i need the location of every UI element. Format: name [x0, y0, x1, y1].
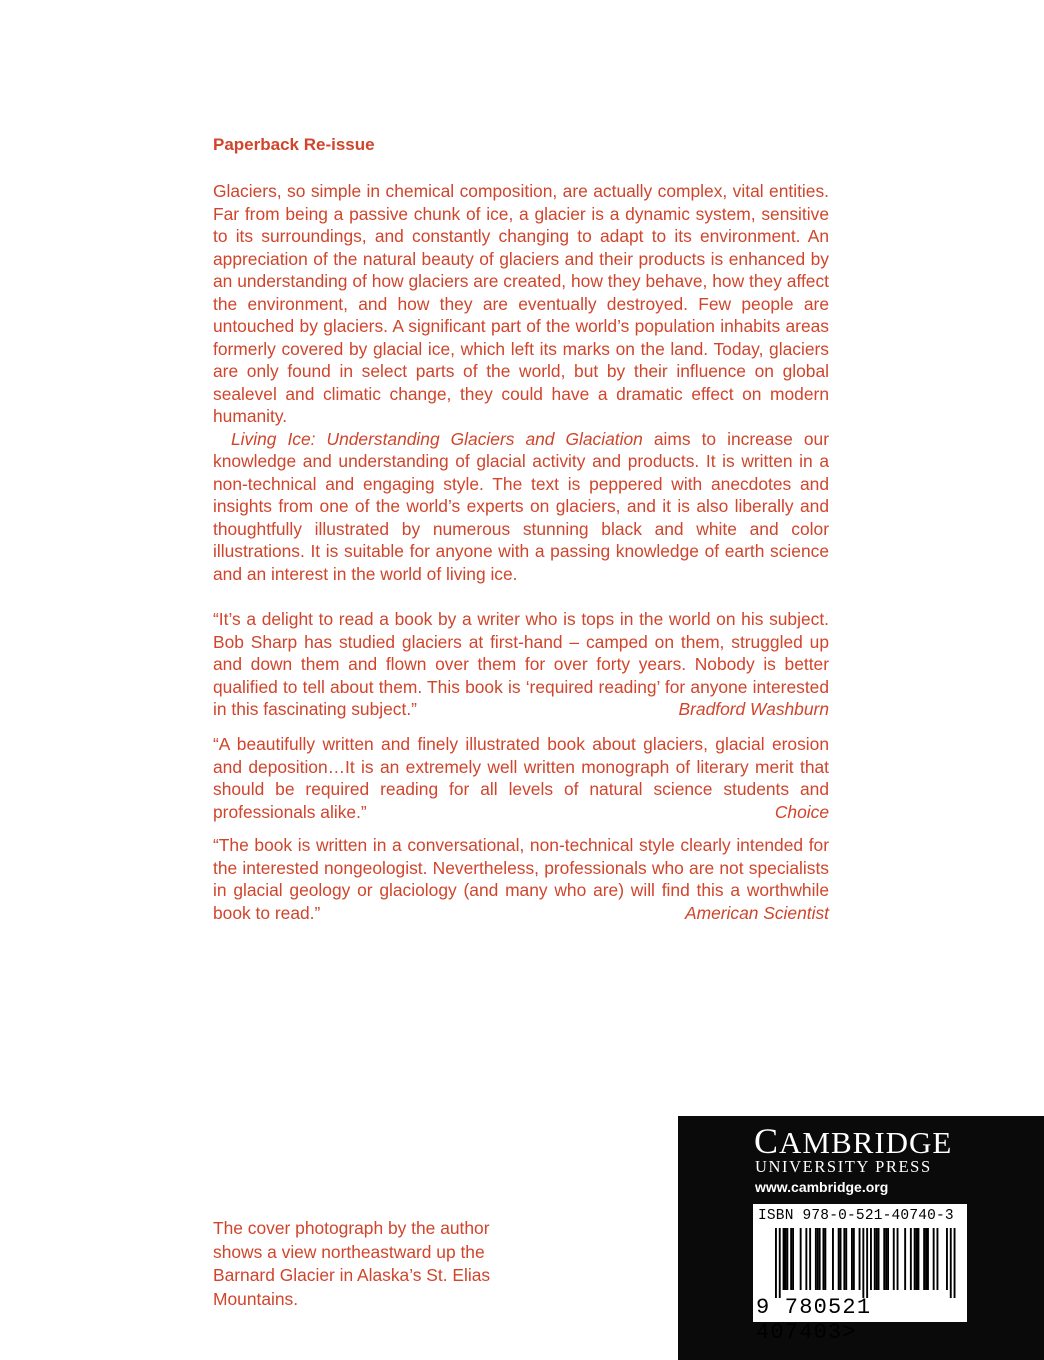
barcode-bar	[859, 1228, 861, 1290]
barcode-bar	[914, 1228, 916, 1290]
barcode-bar	[824, 1228, 826, 1290]
barcode-bar	[800, 1228, 802, 1290]
barcode-bar	[923, 1228, 925, 1290]
barcode-icon	[753, 1228, 967, 1298]
review-choice	[213, 733, 829, 823]
barcode-bar	[851, 1228, 853, 1290]
barcode-bar	[838, 1228, 840, 1290]
barcode-bar	[904, 1228, 906, 1290]
barcode-bar	[925, 1228, 927, 1290]
barcode-panel	[753, 1204, 967, 1345]
barcode-bar	[815, 1228, 817, 1290]
barcode-bar	[954, 1228, 956, 1298]
barcode-bar	[832, 1228, 834, 1290]
barcode-bar	[870, 1228, 872, 1290]
description-paragraph-2-text: aims to increase our knowledge and understanding of glacial activity and products. It is written in a non-technical and engaging style. The text is peppered with anecdotes and insights from one of the world’s experts on glaciers, and it is also liberally and thoughtfully illustrated by numerous stunning black and white and color illustrations. It is suitable for anyone with a passing knowledge of earth science and an interest in the world of living ice.	[213, 428, 830, 584]
barcode-bar	[779, 1228, 781, 1298]
review-quote: “The book is written in a conversational, non-technical style clearly intended for the interested nongeologist. Nevertheless, professionals who are not specialists in glacial geology or glaciology (and many who are) will find this a worthwhile book to read.”	[213, 835, 829, 923]
barcode-bar	[878, 1228, 880, 1290]
barcode-bar	[853, 1228, 855, 1290]
barcode-bar	[805, 1228, 807, 1290]
barcode-bar	[792, 1228, 794, 1290]
barcode-bar	[785, 1228, 787, 1290]
description-paragraph-2	[213, 428, 829, 586]
barcode-bar	[809, 1228, 811, 1290]
barcode-bar	[783, 1228, 785, 1290]
barcode-bar	[840, 1228, 842, 1290]
barcode-bar	[823, 1228, 825, 1290]
barcode-bar	[897, 1228, 899, 1290]
barcode-bar	[817, 1228, 819, 1290]
barcode-digits: 9 780521 407403>	[756, 1295, 872, 1345]
barcode-bar	[790, 1228, 792, 1290]
review-source: American Scientist	[684, 902, 829, 923]
publisher-subtitle: UNIVERSITY PRESS	[755, 1157, 932, 1176]
barcode-bar	[946, 1228, 948, 1290]
isbn-label: ISBN 978-0-521-40740-3	[758, 1208, 954, 1224]
book-title: Living Ice: Understanding Glaciers and Glaciation	[231, 428, 643, 449]
cover-photo-caption: The cover photograph by the author shows a view northeastward up the Barnard Glacier in Alaska’s St. Elias Mountains.	[213, 1218, 491, 1309]
barcode-bar	[843, 1228, 845, 1290]
barcode-bar	[885, 1228, 887, 1290]
barcode-bar	[893, 1228, 895, 1290]
barcode-bar	[786, 1228, 788, 1290]
book-description	[213, 180, 829, 585]
barcode-bar	[883, 1228, 885, 1290]
barcode-bar	[775, 1228, 777, 1298]
barcode-bar	[910, 1228, 912, 1290]
description-paragraph-1: Glaciers, so simple in chemical composition, are actually complex, vital entities. Far from being a passive chunk of ice, a glacier is a dynamic system, sensitive to its surroundings, and constantly changing to adapt to its environment. An appreciation of the natural beauty of glaciers and their products is enhanced by an understanding of how glaciers are created, how they behave, how they affect the environment, and how they are eventually destroyed. Few people are untouched by glaciers. A significant part of the world’s population inhabits areas formerly covered by glacial ice, which left its marks on the land. Today, glaciers are only found in select parts of the world, but by their influence on global sealevel and climatic change, they could have a dramatic effect on modern humanity.	[213, 181, 829, 426]
publisher-url: www.cambridge.org	[755, 1179, 889, 1195]
publisher-name: CAMBRIDGE	[754, 1121, 953, 1161]
barcode-bar	[874, 1228, 876, 1290]
barcode-bar	[862, 1228, 864, 1298]
barcode-bar	[918, 1228, 920, 1290]
barcode-bar	[876, 1228, 878, 1290]
barcode-bar	[845, 1228, 847, 1290]
barcode-bar	[866, 1228, 868, 1298]
review-washburn	[213, 608, 829, 721]
review-quote: “It’s a delight to read a book by a writer who is tops in the world on his subject. Bob Sharp has studied glaciers at first-hand – camped on them, struggled up and down them and flown over them for over forty years. Nobody is better qualified to tell about them. This book is ‘required reading’ for anyone interested in this fascinating subject.”	[213, 609, 829, 719]
section-heading: Paperback Re-issue	[213, 135, 375, 154]
barcode-bar	[916, 1228, 918, 1290]
review-source: Bradford Washburn	[678, 699, 829, 719]
review-quote: “A beautifully written and finely illustrated book about glaciers, glacial erosion and deposition…It is an extremely well written monograph of literary merit that should be required reading for all levels of natural science students and professionals alike.”	[213, 734, 829, 822]
barcode-bar	[937, 1228, 939, 1290]
review-american-scientist	[213, 834, 829, 924]
barcode-bar	[950, 1228, 952, 1298]
barcode-bar	[887, 1228, 889, 1290]
review-source: Choice	[774, 801, 829, 822]
barcode-bar	[933, 1228, 935, 1290]
barcode-bar	[819, 1228, 821, 1290]
barcode-bar	[927, 1228, 929, 1290]
